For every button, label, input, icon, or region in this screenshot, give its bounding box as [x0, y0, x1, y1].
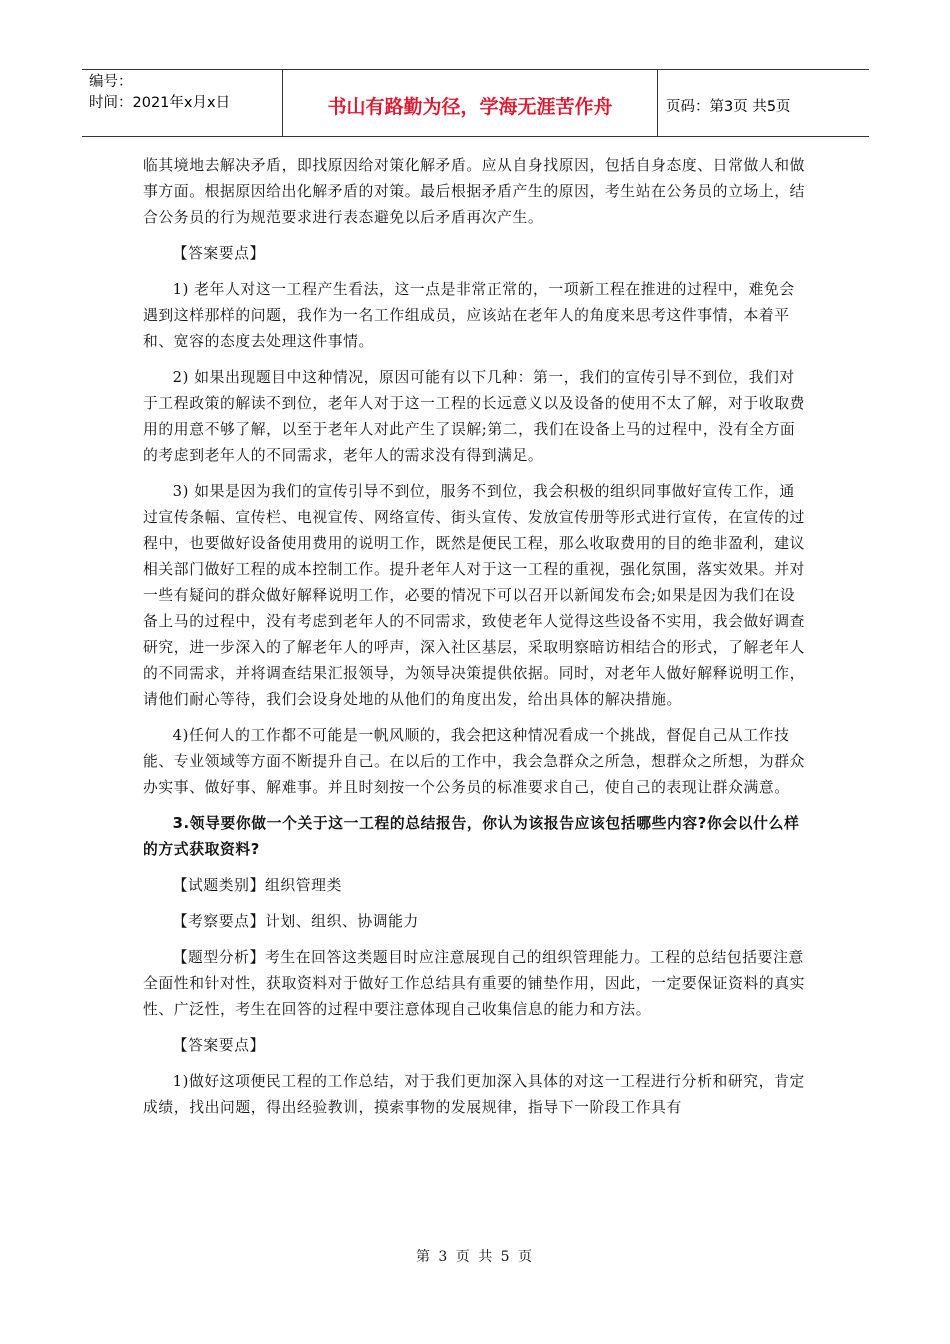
document-body — [143, 153, 807, 1121]
header-motto: 书山有路勤为径，学海无涯苦作舟 — [283, 70, 658, 136]
time-label: 时间：2021年x月x日 — [89, 95, 231, 111]
document-header — [82, 69, 869, 137]
paragraph: 4)任何人的工作都不可能是一帆风顺的，我会把这种情况看成一个挑战，督促自己从工作技能、专业领域等方面不断提升自己。在以后的工作中，我会急群众之所急，想群众之所想，为群众办实事、做好事、解难事。并且时刻按一个公务员的标准要求自己，使自己的表现让群众满意。 — [143, 727, 806, 796]
answer-heading: 【答案要点】 — [172, 245, 265, 262]
paragraph: 1) 老年人对这一工程产生看法，这一点是非常正常的，一项新工程在推进的过程中，难免会遇到这样那样的问题，我作为一名工作组成员，应该站在老年人的角度来思考这件事情，本着平和、宽容的态度去处理这件事情。 — [143, 281, 795, 350]
analysis-paragraph: 【题型分析】考生在回答这类题目时应注意展现自己的组织管理能力。工程的总结包括要注意全面性和针对性，获取资料对于做好工作总结具有重要的铺垫作用，因此，一定要保证资料的真实性、广泛性，考生在回答的过程中要注意体现自己收集信息的能力和方法。 — [143, 949, 806, 1018]
answer-heading: 【答案要点】 — [172, 1037, 265, 1054]
paragraph: 临其境地去解决矛盾，即找原因给对策化解矛盾。应从自身找原因，包括自身态度、日常做人和做事方面。根据原因给出化解矛盾的对策。最后根据矛盾产生的原因，考生站在公务员的立场上，结合公务员的行为规范要求进行表态避免以后矛盾再次产生。 — [143, 157, 806, 226]
question-heading: 3.领导要你做一个关于这一工程的总结报告，你认为该报告应该包括哪些内容?你会以什么样的方式获取资料? — [143, 815, 800, 858]
number-label: 编号： — [89, 74, 133, 90]
paragraph: 3) 如果是因为我们的宣传引导不到位，服务不到位，我会积极的组织同事做好宣传工作，通过宣传条幅、宣传栏、电视宣传、网络宣传、街头宣传、发放宣传册等形式进行宣传，在宣传的过程中，也要做好设备使用费用的说明工作，既然是便民工程，那么收取费用的目的绝非盈利，建议相关部门做好工程的成本控制工作。提升老年人对于这一工程的重视，强化氛围，落实效果。并对一些有疑问的群众做好解释说明工作，必要的情况下可以召开以新闻发布会;如果是因为我们在设备上马的过程中，没有考虑到老年人的不同需求，致使老年人觉得这些设备不实用，我会做好调查研究，进一步深入的了解老年人的呼声，深入社区基层，采取明察暗访相结合的形式，了解老年人的不同需求，并将调查结果汇报领导，为领导决策提供依据。同时，对老年人做好解释说明工作，请他们耐心等待，我们会设身处地的从他们的角度出发，给出具体的解决措施。 — [143, 483, 806, 708]
focus-line: 【考察要点】计划、组织、协调能力 — [172, 913, 419, 930]
page-footer: 第 3 页 共 5 页 — [415, 1249, 535, 1265]
paragraph: 1)做好这项便民工程的工作总结，对于我们更加深入具体的对这一工程进行分析和研究，肯定成绩，找出问题，得出经验教训，摸索事物的发展规律，指导下一阶段工作具有 — [143, 1073, 805, 1116]
paragraph: 2) 如果出现题目中这种情况，原因可能有以下几种：第一，我们的宣传引导不到位，我们对于工程政策的解读不到位，老年人对于这一工程的长远意义以及设备的使用不太了解，对于收取费用的用意不够了解，以至于老年人对此产生了误解;第二，我们在设备上马的过程中，没有全方面的考虑到老年人的不同需求，老年人的需求没有得到满足。 — [143, 369, 806, 464]
header-page-info: 页码：第3页 共5页 — [666, 98, 791, 115]
header-meta — [82, 70, 283, 136]
category-line: 【试题类别】组织管理类 — [172, 877, 342, 894]
